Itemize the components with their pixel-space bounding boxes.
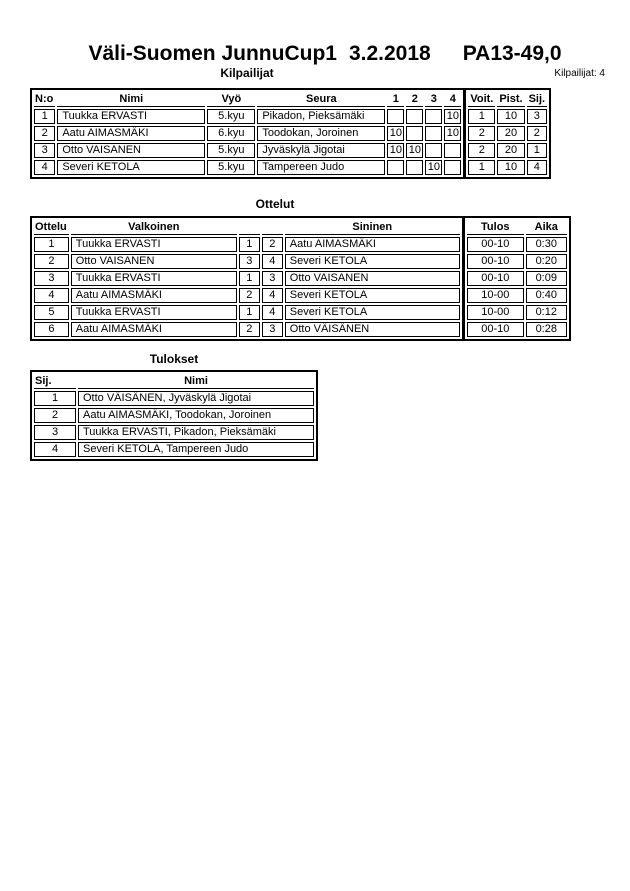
result-row [34,408,314,423]
competitor-number: 4 [34,160,55,175]
competitor-number: 1 [34,109,55,124]
place-value: 2 [527,126,548,141]
col-header-place: Sij. [528,93,546,105]
final-place: 1 [34,391,76,406]
wins-value: 1 [468,160,495,175]
col-header-blue: Sininen [285,220,460,235]
col-header-time: Aika [526,220,567,235]
match-result: 00-10 [467,237,524,252]
competitor-row [34,109,461,124]
competitor-name: Severi KETOLA [57,160,205,175]
round4-score [444,143,461,158]
wins-value: 1 [468,109,495,124]
white-player-name: Tuukka ERVASTI [71,237,237,252]
match-number: 3 [34,271,69,286]
final-place: 3 [34,425,76,440]
col-header-final-name: Nimi [78,374,314,389]
points-value: 20 [497,143,524,158]
col-header-name: Nimi [57,92,205,107]
white-player-name: Tuukka ERVASTI [71,305,237,320]
white-player-number: 1 [239,271,260,286]
blue-player-name: Otto VÄISÄNEN [285,322,460,337]
white-player-name: Otto VAISANEN [71,254,237,269]
competitor-club: Toodokan, Joroinen [257,126,385,141]
final-place: 2 [34,408,76,423]
round2-score: 10 [406,143,423,158]
match-time: 0:09 [526,271,567,286]
competitor-summary-row [468,109,547,124]
competitor-belt: 5.kyu [207,109,255,124]
final-name-club: Tuukka ERVASTI, Pikadon, Pieksämäki [78,425,314,440]
col-header-belt: Vyö [207,92,255,107]
competitor-club: Jyväskylä Jigotai [257,143,385,158]
final-name-club: Aatu AIMASMÄKI, Toodokan, Joroinen [78,408,314,423]
match-row [34,288,460,303]
competitor-club: Tampereen Judo [257,160,385,175]
competitor-number: 3 [34,143,55,158]
result-row [34,442,314,457]
match-result-row [467,254,567,269]
white-player-name: Tuukka ERVASTI [71,271,237,286]
match-number: 5 [34,305,69,320]
match-result-row [467,322,567,337]
match-result-row [467,271,567,286]
event-date: 3.2.2018 [348,42,431,65]
white-player-number: 1 [239,237,260,252]
competitor-number: 2 [34,126,55,141]
results-table-block [30,370,318,461]
competitor-belt: 5.kyu [207,143,255,158]
col-header-club: Seura [257,92,385,107]
competitor-row [34,160,461,175]
col-header-result: Tulos [467,220,524,235]
white-player-name: Aatu AIMASMÄKI [71,288,237,303]
round4-score: 10 [444,109,461,124]
round2-score [406,160,423,175]
match-result-row [467,288,567,303]
match-result: 10-00 [467,305,524,320]
matches-result-header-row [467,220,567,235]
competitors-table-right [465,88,551,179]
round1-score: 10 [387,126,404,141]
blue-player-number: 3 [262,271,283,286]
match-time: 0:40 [526,288,567,303]
points-value: 20 [497,126,524,141]
final-name-club: Severi KETOLA, Tampereen Judo [78,442,314,457]
matches-heading: Ottelut [255,197,295,211]
white-player-number: 3 [239,254,260,269]
round1-score: 10 [387,143,404,158]
round3-score [425,126,442,141]
col-header-white: Valkoinen [71,220,237,235]
result-row [34,425,314,440]
match-result-row [467,305,567,320]
round3-score [425,143,442,158]
match-row [34,271,460,286]
competitor-name: Otto VAISANEN [57,143,205,158]
place-value: 3 [527,109,548,124]
col-header-round2: 2 [406,92,423,107]
match-number: 1 [34,237,69,252]
blue-player-name: Severi KETOLA [285,254,460,269]
white-player-number: 1 [239,305,260,320]
round1-score [387,160,404,175]
blue-player-name: Aatu AIMASMÄKI [285,237,460,252]
competitors-heading: Kilpailijat [220,66,274,80]
white-player-number: 2 [239,322,260,337]
results-header-row [34,374,314,389]
match-row [34,254,460,269]
col-header-round4: 4 [444,92,461,107]
round4-score [444,160,461,175]
match-time: 0:20 [526,254,567,269]
event-name: Väli-Suomen JunnuCup1 [88,42,337,65]
match-time: 0:30 [526,237,567,252]
competitor-summary-row [468,160,547,175]
blue-player-number: 4 [262,288,283,303]
points-value: 10 [497,160,524,175]
match-row [34,322,460,337]
matches-table-block [30,216,571,341]
match-row [34,237,460,252]
blue-player-number: 2 [262,237,283,252]
blue-player-number: 4 [262,254,283,269]
weight-category: PA13-49,0 [462,42,562,65]
blue-player-name: Otto VAISANEN [285,271,460,286]
blue-player-name: Severi KETOLA [285,305,460,320]
wins-value: 2 [468,143,495,158]
matches-table-left [30,216,464,341]
match-result: 10-00 [467,288,524,303]
place-value: 1 [527,143,548,158]
match-time: 0:12 [526,305,567,320]
matches-header-row [34,220,460,235]
blue-player-number: 3 [262,322,283,337]
competitor-belt: 5.kyu [207,160,255,175]
col-header-final-place: Sij. [34,374,76,389]
match-time: 0:28 [526,322,567,337]
wins-value: 2 [468,126,495,141]
col-header-white-no [239,220,260,235]
competitor-club: Pikadon, Pieksämäki [257,109,385,124]
round1-score [387,109,404,124]
competitor-belt: 6.kyu [207,126,255,141]
col-header-no: N:o [35,93,54,105]
match-result: 00-10 [467,254,524,269]
results-heading: Tulokset [149,352,199,366]
match-row [34,305,460,320]
place-value: 4 [527,160,548,175]
competitors-count-label: Kilpailijat: 4 [554,68,605,79]
match-result: 00-10 [467,271,524,286]
round3-score: 10 [425,160,442,175]
matches-table-right [464,216,571,341]
page-title [10,42,630,66]
competitors-header-row [34,92,461,107]
competitors-summary-header-row [468,92,547,107]
blue-player-name: Severi KETOLA [285,288,460,303]
white-player-name: Aatu AIMASMÄKI [71,322,237,337]
competitors-table-block [30,88,551,179]
col-header-blue-no [262,220,283,235]
match-number: 6 [34,322,69,337]
col-header-round3: 3 [425,92,442,107]
competitor-summary-row [468,126,547,141]
round3-score [425,109,442,124]
match-result-row [467,237,567,252]
competitor-row [34,126,461,141]
match-result: 00-10 [467,322,524,337]
col-header-round1: 1 [387,92,404,107]
final-name-club: Otto VÄISÄNEN, Jyväskylä Jigotai [78,391,314,406]
white-player-number: 2 [239,288,260,303]
points-value: 10 [497,109,524,124]
final-place: 4 [34,442,76,457]
col-header-match: Ottelu [35,221,67,233]
col-header-wins: Voit. [470,93,494,105]
col-header-points: Pist. [499,93,523,105]
blue-player-number: 4 [262,305,283,320]
competitor-name: Tuukka ERVASTI [57,109,205,124]
competitor-summary-row [468,143,547,158]
competitor-row [34,143,461,158]
match-number: 4 [34,288,69,303]
round4-score: 10 [444,126,461,141]
match-number: 2 [34,254,69,269]
results-table [30,370,318,461]
result-row [34,391,314,406]
round2-score [406,126,423,141]
competitor-name: Aatu AIMASMÄKI [57,126,205,141]
round2-score [406,109,423,124]
competitors-table-left [30,88,465,179]
